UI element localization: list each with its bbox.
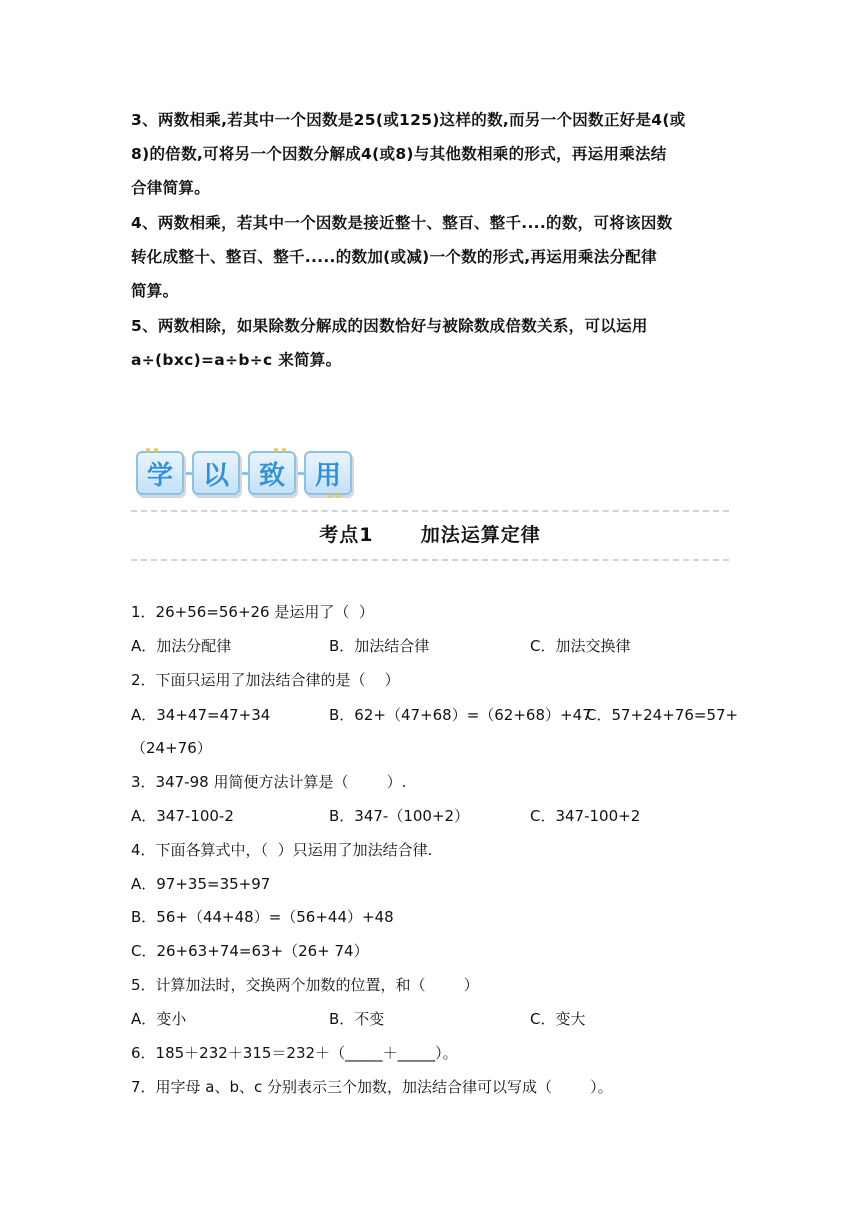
option-b: B．62+（47+68）=（62+68）+47 xyxy=(329,706,592,724)
note-3 xyxy=(131,103,735,205)
option-a: A．34+47=47+34 xyxy=(131,706,271,724)
option-b: B．347-（100+2） xyxy=(329,807,470,825)
question-4: 4．下面各算式中，（ ）只运用了加法结合律. xyxy=(131,841,433,859)
badge-char: 以 xyxy=(192,451,240,495)
option-c: C．347-100+2 xyxy=(530,807,641,825)
option-c: C．加法交换律 xyxy=(530,637,631,655)
option-c-continued: （24+76） xyxy=(131,739,212,757)
badge-char: 用 xyxy=(304,451,352,495)
note-line: 3、两数相乘,若其中一个因数是25(或125)这样的数,而另一个因数正好是4(或 xyxy=(131,111,686,129)
badge-char: 学 xyxy=(136,451,184,495)
option-a: A．347-100-2 xyxy=(131,807,234,825)
badge-char: 致 xyxy=(248,451,296,495)
option-b: B．不变 xyxy=(329,1010,385,1028)
question-6: 6．185＋232＋315＝232＋（_____＋_____）。 xyxy=(131,1044,458,1062)
option-b: B．56+（44+48）=（56+44）+48 xyxy=(131,908,394,926)
question-7: 7．用字母 a、b、c 分别表示三个加数，加法结合律可以写成（ ）。 xyxy=(131,1078,613,1096)
question-2: 2．下面只运用了加法结合律的是（ ） xyxy=(131,671,400,689)
question-5: 5．计算加法时，交换两个加数的位置，和（ ） xyxy=(131,976,479,994)
option-b: B．加法结合律 xyxy=(329,637,430,655)
note-line: 转化成整十、整百、整千.....的数加(或减)一个数的形式,再运用乘法分配律 xyxy=(131,248,657,266)
note-line: 4、两数相乘，若其中一个因数是接近整十、整百、整千....的数，可将该因数 xyxy=(131,214,673,232)
question-3: 3．347-98 用简便方法计算是（ ）. xyxy=(131,773,407,791)
note-line: a÷(bxc)=a÷b÷c 来简算。 xyxy=(131,351,342,369)
divider-bottom xyxy=(131,559,729,561)
note-line: 简算。 xyxy=(131,282,179,300)
option-c: C．变大 xyxy=(530,1010,586,1028)
question-1: 1．26+56=56+26 是运用了（ ） xyxy=(131,603,374,621)
section-label: 考点1 xyxy=(319,524,374,546)
option-c: C．26+63+74=63+（26+ 74） xyxy=(131,942,369,960)
note-line: 合律简算。 xyxy=(131,179,211,197)
note-line: 5、两数相除，如果除数分解成的因数恰好与被除数成倍数关系，可以运用 xyxy=(131,317,648,335)
section-title xyxy=(131,520,729,547)
option-a: A．变小 xyxy=(131,1010,187,1028)
option-a: A．加法分配律 xyxy=(131,637,232,655)
option-c: C．57+24+76=57+ xyxy=(586,706,739,724)
section-badge xyxy=(136,449,352,497)
option-a: A．97+35=35+97 xyxy=(131,875,271,893)
section-name: 加法运算定律 xyxy=(420,524,541,546)
note-5 xyxy=(131,309,735,377)
note-line: 8)的倍数,可将另一个因数分解成4(或8)与其他数相乘的形式，再运用乘法结 xyxy=(131,145,667,163)
note-4 xyxy=(131,206,735,308)
divider-top xyxy=(131,510,729,512)
